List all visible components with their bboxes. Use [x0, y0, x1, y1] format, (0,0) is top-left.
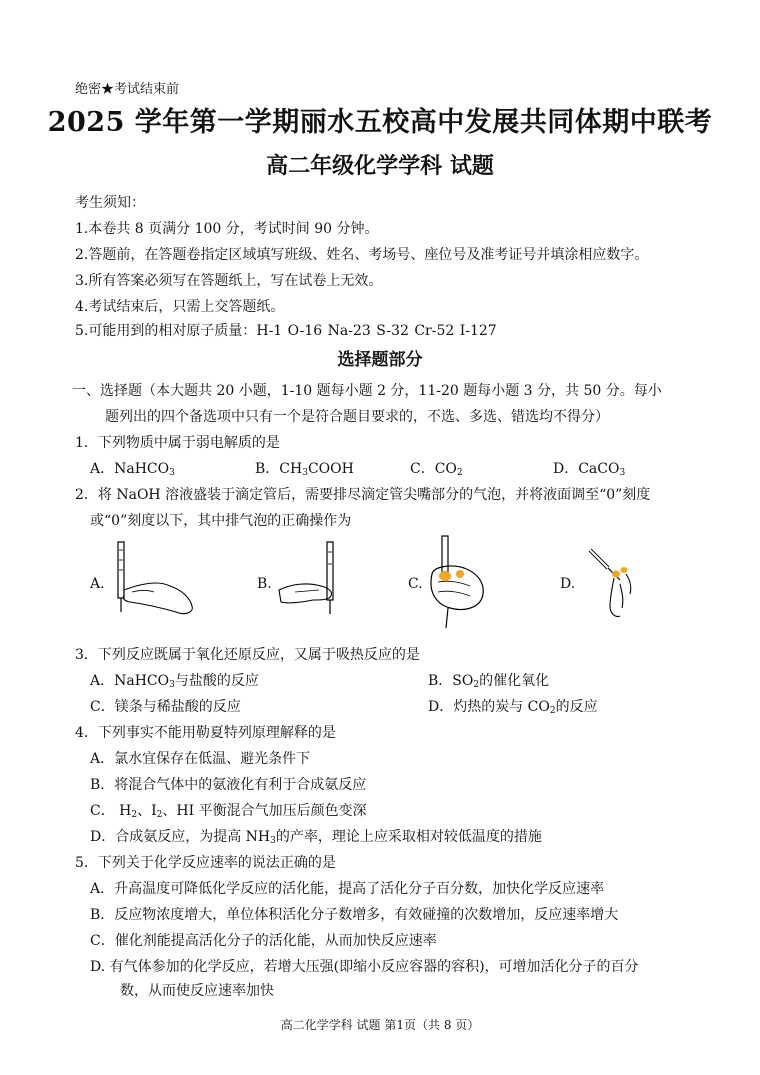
- q3-option-d: D．灼热的炭与 $CO_2$的反应: [428, 699, 598, 716]
- q5-option-d: D. 有气体参加的化学反应，若增大压强(即缩小反应容器的容积)，可增加活化分子的百分: [90, 959, 639, 975]
- q1-option-c: C．$CO_2$: [410, 461, 463, 478]
- q1-option-d: D．CaCO$_3$: [553, 461, 626, 478]
- section-intro-cont: 题列出的四个备选项中只有一个是符合题目要求的，不选、多选、错选均不得分）: [105, 409, 609, 425]
- burette-figure-d: [586, 544, 642, 622]
- notice-item: 3.所有答案必须写在答题纸上，写在试卷上无效。: [75, 273, 383, 289]
- section-title: 选择题部分: [337, 350, 423, 370]
- q3-option-c: C．镁条与稀盐酸的反应: [90, 699, 241, 715]
- q2-label-d: D.: [560, 576, 576, 592]
- q1-option-b: B．$CH_3COOH$: [255, 461, 354, 478]
- exam-subtitle: 高二年级化学学科 试题: [266, 153, 494, 179]
- q2-stem-cont: 或“0”刻度以下，其中排气泡的正确操作为: [90, 513, 352, 529]
- q1-option-a: A．NaHCO$_3$: [90, 461, 175, 478]
- notice-item: 4.考试结束后，只需上交答题纸。: [75, 299, 285, 315]
- notice-item: 2.答题前，在答题卷指定区域填写班级、姓名、考场号、座位号及准考证号并填涂相应数字。: [75, 247, 649, 263]
- burette-figure-c: [424, 534, 496, 632]
- q5-option-a: A．升高温度可降低化学反应的活化能，提高了活化分子百分数，加快化学反应速率: [90, 881, 605, 897]
- notice-item: 1.本卷共 8 页满分 100 分，考试时间 90 分钟。: [75, 221, 379, 237]
- q3-stem: 3．下列反应既属于氧化还原反应，又属于吸热反应的是: [75, 647, 420, 663]
- burette-figure-b: [275, 540, 345, 620]
- q3-option-a: A．NaHCO$_3$与盐酸的反应: [90, 673, 259, 690]
- q1-stem: 1．下列物质中属于弱电解质的是: [75, 435, 280, 451]
- page-footer: 高二化学学科 试题 第1页（共 8 页）: [280, 1018, 480, 1032]
- q4-option-d: D．合成氨反应，为提高 $NH_3$的产率，理论上应采取相对较低温度的措施: [90, 829, 542, 846]
- notice-heading: 考生须知：: [75, 195, 145, 211]
- q2-stem: 2．将 NaOH 溶液盛装于滴定管后，需要排尽滴定管尖嘴部分的气泡，并将液面调至“0”刻度: [75, 487, 651, 503]
- q5-option-b: B．反应物浓度增大，单位体积活化分子数增多，有效碰撞的次数增加，反应速率增大: [90, 907, 619, 923]
- q5-option-d-cont: 数，从而使反应速率加快: [120, 983, 274, 999]
- q3-option-b: B．$SO_2$的催化氧化: [428, 673, 550, 690]
- confidential-mark: 绝密★考试结束前: [75, 82, 180, 97]
- burette-figure-a: [110, 540, 200, 620]
- exam-title: 2025 学年第一学期丽水五校高中发展共同体期中联考: [47, 107, 713, 138]
- notice-item: 5.可能用到的相对原子质量：H-1 O-16 Na-23 S-32 Cr-52 I-127: [75, 323, 497, 339]
- q2-label-a: A.: [90, 576, 105, 592]
- q5-option-c: C．催化剂能提高活化分子的活化能，从而加快反应速率: [90, 933, 437, 949]
- q4-option-c: C． $H_2$、$I_2$、HI 平衡混合气加压后颜色变深: [90, 803, 367, 820]
- q2-label-b: B.: [257, 576, 272, 592]
- q4-stem: 4．下列事实不能用勒夏特列原理解释的是: [75, 725, 336, 741]
- q2-label-c: C.: [408, 576, 423, 592]
- q4-option-b: B．将混合气体中的氨液化有利于合成氨反应: [90, 777, 367, 793]
- q4-option-a: A．氯水宜保存在低温、避光条件下: [90, 751, 311, 767]
- q5-stem: 5．下列关于化学反应速率的说法正确的是: [75, 855, 336, 871]
- section-intro: 一、选择题（本大题共 20 小题，1-10 题每小题 2 分，11-20 题每小题 3 分，共 50 分。每小: [72, 383, 662, 399]
